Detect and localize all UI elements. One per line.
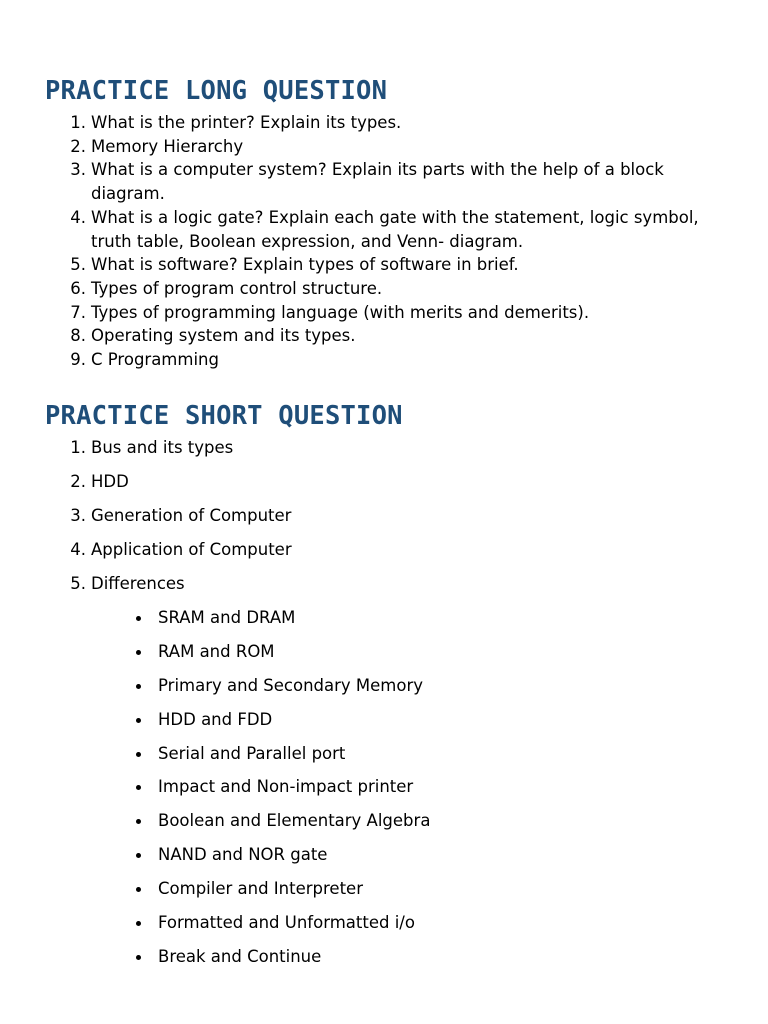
item-text: Generation of Computer bbox=[91, 506, 292, 525]
item-text: Operating system and its types. bbox=[91, 326, 356, 346]
bullet-item bbox=[0, 877, 718, 901]
list-item bbox=[0, 470, 731, 494]
list-item bbox=[0, 324, 731, 348]
bullet-item bbox=[0, 843, 718, 867]
long-question-list bbox=[0, 111, 731, 372]
bullet-item bbox=[0, 911, 718, 935]
list-item bbox=[0, 135, 731, 159]
item-number: 9. bbox=[70, 350, 86, 370]
bullet-item bbox=[0, 775, 718, 799]
list-item bbox=[0, 436, 731, 460]
item-number: 2. bbox=[70, 136, 86, 156]
bullet-item bbox=[0, 674, 718, 698]
bullet-item bbox=[0, 640, 718, 664]
item-number: 5. bbox=[70, 255, 86, 275]
bullet-icon bbox=[136, 887, 141, 892]
item-text: What is the printer? Explain its types. bbox=[91, 113, 402, 132]
bullet-icon bbox=[136, 650, 141, 655]
long-question-heading: PRACTICE LONG QUESTION bbox=[45, 76, 388, 106]
bullet-text: Serial and Parallel port bbox=[158, 743, 346, 763]
bullet-text: Boolean and Elementary Algebra bbox=[158, 811, 431, 831]
bullet-icon bbox=[136, 921, 141, 926]
item-number: 3. bbox=[70, 160, 86, 180]
item-text: What is a computer system? Explain its parts with the help of a block diagram. bbox=[91, 160, 664, 204]
item-number: 8. bbox=[70, 326, 86, 346]
list-item bbox=[0, 504, 731, 528]
item-text: HDD bbox=[91, 472, 129, 491]
bullet-item bbox=[0, 742, 718, 766]
short-question-heading: PRACTICE SHORT QUESTION bbox=[45, 401, 403, 431]
item-number: 4. bbox=[70, 207, 86, 227]
bullet-text: SRAM and DRAM bbox=[158, 608, 296, 627]
bullet-icon bbox=[136, 752, 141, 757]
bullet-text: Primary and Secondary Memory bbox=[158, 675, 424, 695]
item-number: 6. bbox=[70, 278, 86, 298]
bullet-item bbox=[0, 708, 718, 732]
bullet-text: Formatted and Unformatted i/o bbox=[158, 913, 415, 933]
item-text: Differences bbox=[91, 574, 185, 593]
item-number: 1. bbox=[70, 113, 86, 132]
item-text: What is a logic gate? Explain each gate with the statement, logic symbol, truth table, Boolean expression, and Venn- diagram. bbox=[91, 207, 699, 251]
item-text: Types of programming language (with merits and demerits). bbox=[91, 302, 590, 322]
list-item bbox=[0, 158, 731, 205]
bullet-text: NAND and NOR gate bbox=[158, 845, 328, 865]
bullet-icon bbox=[136, 718, 141, 723]
bullet-text: HDD and FDD bbox=[158, 709, 273, 729]
bullet-icon bbox=[136, 785, 141, 790]
bullet-item bbox=[0, 945, 718, 969]
list-item bbox=[0, 301, 731, 325]
item-number: 2. bbox=[70, 472, 86, 491]
item-number: 1. bbox=[70, 438, 86, 457]
item-number: 5. bbox=[70, 574, 86, 593]
item-text: Application of Computer bbox=[91, 540, 292, 559]
list-item bbox=[0, 111, 731, 135]
item-text: C Programming bbox=[91, 350, 219, 370]
bullet-text: RAM and ROM bbox=[158, 641, 275, 661]
item-number: 7. bbox=[70, 302, 86, 322]
item-number: 4. bbox=[70, 540, 86, 559]
item-text: Bus and its types bbox=[91, 438, 234, 457]
item-text: Types of program control structure. bbox=[91, 278, 383, 298]
bullet-item bbox=[0, 809, 718, 833]
list-item bbox=[0, 348, 731, 372]
bullet-text: Break and Continue bbox=[158, 946, 322, 966]
item-text: Memory Hierarchy bbox=[91, 136, 244, 156]
differences-list bbox=[0, 606, 718, 979]
item-text: What is software? Explain types of software in brief. bbox=[91, 255, 519, 275]
bullet-text: Impact and Non-impact printer bbox=[158, 777, 414, 797]
item-number: 3. bbox=[70, 506, 86, 525]
bullet-icon bbox=[136, 684, 141, 689]
list-item bbox=[0, 253, 731, 277]
bullet-text: Compiler and Interpreter bbox=[158, 879, 363, 899]
bullet-icon bbox=[136, 616, 141, 621]
bullet-icon bbox=[136, 853, 141, 858]
short-question-list bbox=[0, 436, 731, 606]
bullet-item bbox=[0, 606, 718, 630]
list-item bbox=[0, 277, 731, 301]
bullet-icon bbox=[136, 819, 141, 824]
list-item bbox=[0, 206, 731, 253]
list-item bbox=[0, 572, 731, 596]
list-item bbox=[0, 538, 731, 562]
bullet-icon bbox=[136, 955, 141, 960]
